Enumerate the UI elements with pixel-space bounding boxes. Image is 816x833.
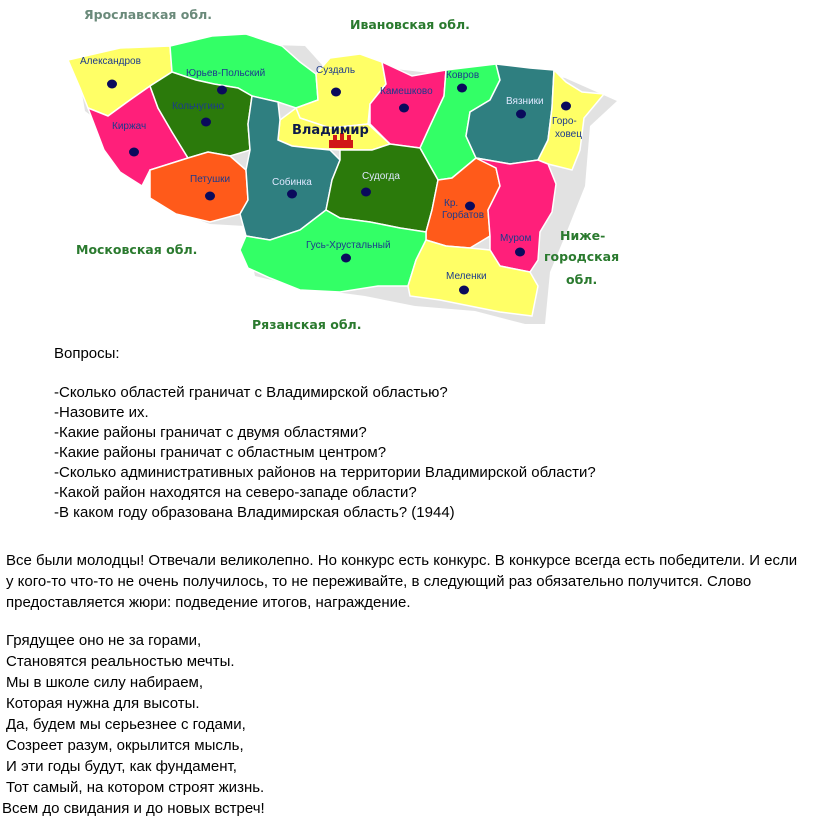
question-item: -Какой район находятся на северо-западе области? xyxy=(54,484,417,501)
question-item: -Какие районы граничат с областным центром? xyxy=(54,444,387,461)
label-ivanovo: Ивановская обл. xyxy=(350,17,470,32)
label-moscow: Московская обл. xyxy=(76,242,198,257)
poem-line: Да, будем мы серьезнее с годами, xyxy=(6,716,246,733)
poem-line: Мы в школе силу набираем, xyxy=(6,674,204,691)
dot-kirzhach xyxy=(129,148,139,157)
label-kirzhach: Киржач xyxy=(112,121,147,132)
closing-line: у кого-то что-то не очень получилось, то не переживайте, в следующий раз обязательно получится. Слово xyxy=(6,573,752,590)
label-murom: Муром xyxy=(500,233,532,244)
poem-line: Созреет разум, окрылится мысль, xyxy=(6,737,244,754)
farewell-line: Всем до свидания и до новых встреч! xyxy=(2,800,265,817)
poem-line: Которая нужна для высоты. xyxy=(6,695,200,712)
label-sobinka: Собинка xyxy=(272,177,312,188)
label-kovrov: Ковров xyxy=(446,70,480,81)
questions-title: Вопросы: xyxy=(54,345,120,362)
closing-line: предоставляется жюри: подведение итогов, награждение. xyxy=(6,594,411,611)
label-ryazan: Рязанская обл. xyxy=(252,317,362,332)
question-item: -Какие районы граничат с двумя областями? xyxy=(54,424,367,441)
vladimir-oblast-map xyxy=(0,0,816,340)
label-vladimir: Владимир xyxy=(292,123,369,138)
label-yaroslavl: Ярославская обл. xyxy=(84,7,212,22)
dot-murom xyxy=(515,248,525,257)
label-gus: Гусь-Хрустальный xyxy=(306,240,391,251)
label-nizhny-1: Нижe- xyxy=(560,228,606,243)
closing-line: Все были молодцы! Отвечали великолепно. Но конкурс есть конкурс. В конкурсе всегда есть победители. И если xyxy=(6,552,798,569)
label-gorokhovets-2: ховец xyxy=(555,129,582,140)
label-aleksandrov: Александров xyxy=(80,56,141,67)
label-krgorbatov-1: Кр. xyxy=(444,198,459,209)
label-gorokhovets-1: Горо- xyxy=(552,116,577,127)
dot-gorokhovets xyxy=(561,102,571,111)
poem-line: Становятся реальностью мечты. xyxy=(6,653,235,670)
label-melenki: Меленки xyxy=(446,271,487,282)
dot-suzdal xyxy=(331,88,341,97)
poem-line: Тот самый, на котором строят жизнь. xyxy=(6,779,265,796)
label-krgorbatov-2: Горбатов xyxy=(442,210,485,221)
label-nizhny-2: городская xyxy=(544,249,620,264)
dot-vyazniki xyxy=(516,110,526,119)
label-sudogda: Судогда xyxy=(362,171,400,182)
dot-kolchugino xyxy=(201,118,211,127)
dot-sobinka xyxy=(287,190,297,199)
question-item: -Назовите их. xyxy=(54,404,149,421)
dot-melenki xyxy=(459,286,469,295)
poem-line: И эти годы будут, как фундамент, xyxy=(6,758,237,775)
question-item: -В каком году образована Владимирская область? (1944) xyxy=(54,504,455,521)
dot-kovrov xyxy=(457,84,467,93)
label-vyazniki: Вязники xyxy=(506,96,544,107)
closing-paragraph xyxy=(6,550,812,613)
label-yuryev: Юрьев-Польский xyxy=(186,68,266,79)
label-kolchugino: Кольчугино xyxy=(172,101,225,112)
label-suzdal: Суздаль xyxy=(316,65,356,76)
poem xyxy=(2,630,406,819)
dot-aleksandrov xyxy=(107,80,117,89)
label-kameshkovo: Камешково xyxy=(380,86,433,97)
label-petushki: Петушки xyxy=(190,174,231,185)
dot-petushki xyxy=(205,192,215,201)
dot-gus xyxy=(341,254,351,263)
question-item: -Сколько административных районов на территории Владимирской области? xyxy=(54,464,596,481)
dot-kameshkovo xyxy=(399,104,409,113)
poem-line: Грядущее оно не за горами, xyxy=(6,632,202,649)
question-item: -Сколько областей граничат с Владимирской областью? xyxy=(54,384,448,401)
dot-sudogda xyxy=(361,188,371,197)
questions-block xyxy=(54,344,774,523)
label-nizhny-3: обл. xyxy=(566,272,598,287)
dot-yuryev xyxy=(217,86,227,95)
